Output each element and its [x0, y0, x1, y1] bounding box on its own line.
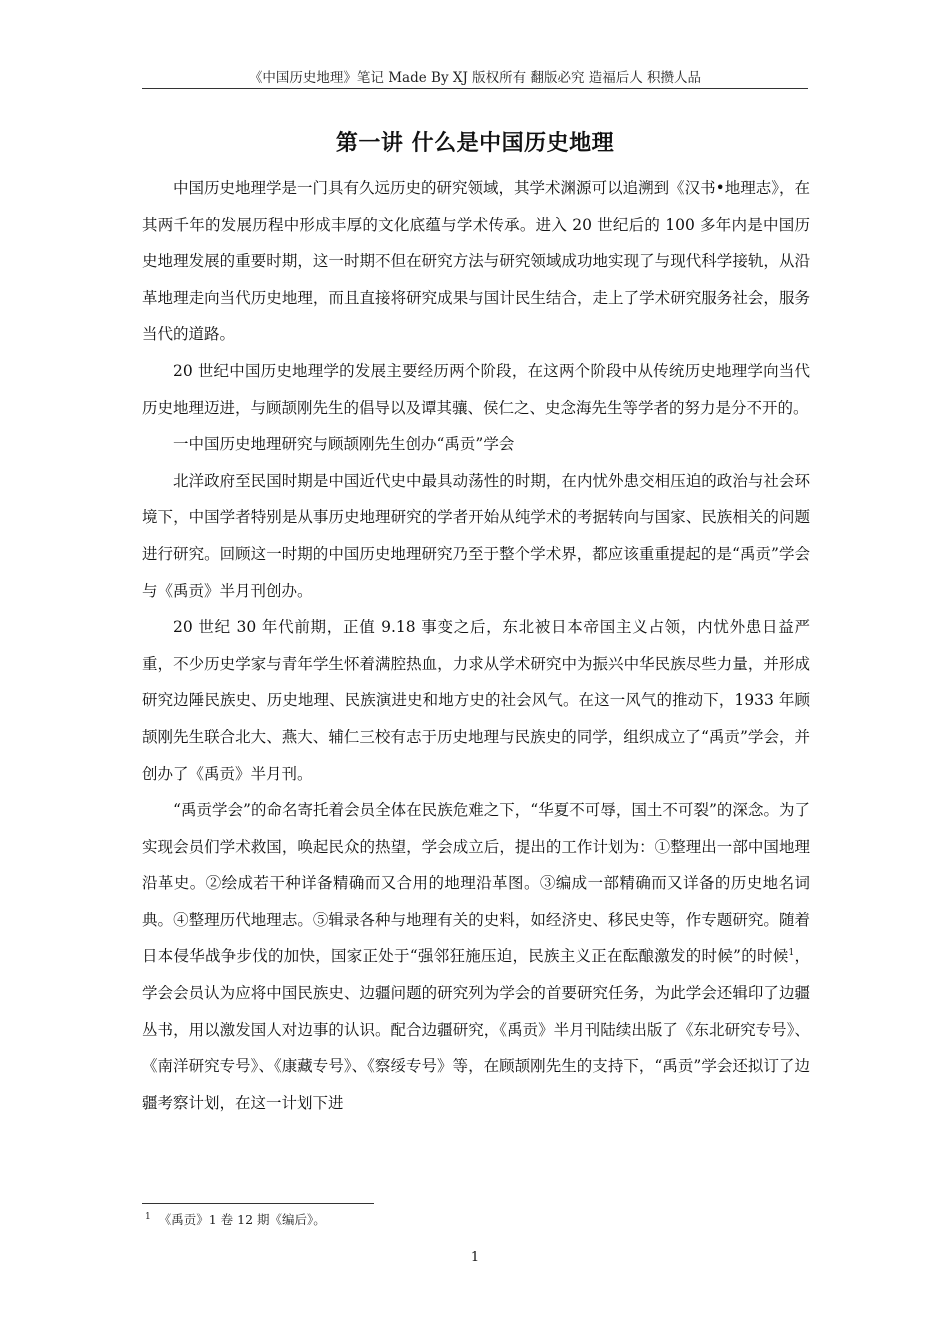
paragraph-text: “禹贡学会”的命名寄托着会员全体在民族危难之下，“华夏不可辱，国土不可裂”的深念。为了实现会员们学术救国，唤起民众的热望，学会成立后，提出的工作计划为：①整理出一部中国地理沿革史。②绘成若干种详备精确而又合用的地理沿革图。③编成一部精确而又详备的历史地名词典。④整理历代地理志。⑤辑录各种与地理有关的史料，如经济史、移民史等，作专题研究。随着日本侵华战争步伐的加快，国家正处于“强邻狂施压迫，民族主义正在酝酿激发的时候”的时候 [142, 801, 810, 966]
footnote-text: 《禹贡》1 卷 12 期《编后》。 [158, 1212, 326, 1227]
paragraph: 20 世纪中国历史地理学的发展主要经历两个阶段，在这两个阶段中从传统历史地理学向当代历史地理迈进，与顾颉刚先生的倡导以及谭其骧、侯仁之、史念海先生等学者的努力是分不开的。 [142, 361, 810, 417]
paragraph: 20 世纪 30 年代前期，正值 9.18 事变之后，东北被日本帝国主义占领，内忧外患日益严重，不少历史学家与青年学生怀着满腔热血，力求从学术研究中为振兴中华民族尽些力量，并形成研究边陲民族史、历史地理、民族演进史和地方史的社会风气。在这一风气的推动下，1933 年顾颉刚先生联合北大、燕大、辅仁三校有志于历史地理与民族史的同学，组织成立了“禹贡”学会，并创办了《禹贡》半月刊。 [142, 618, 810, 783]
page-number: 1 [470, 1250, 480, 1265]
paragraph: 北洋政府至民国时期是中国近代史中最具动荡性的时期，在内忧外患交相压迫的政治与社会环境下，中国学者特别是从事历史地理研究的学者开始从纯学术的考据转向与国家、民族相关的问题进行研究。回顾这一时期的中国历史地理研究乃至于整个学术界，都应该重重提起的是“禹贡”学会与《禹贡》半月刊创办。 [142, 471, 810, 600]
footnote-reference[interactable]: 1 [788, 948, 795, 959]
page-title: 第一讲 什么是中国历史地理 [335, 131, 615, 156]
footnote-divider [142, 1203, 374, 1204]
footnote [145, 1210, 326, 1228]
running-header: 《中国历史地理》笔记 Made By XJ 版权所有 翻版必究 造福后人 积攒人品 [248, 70, 702, 86]
paragraph [142, 792, 810, 1121]
section-heading: 一中国历史地理研究与顾颉刚先生创办“禹贡”学会 [173, 435, 515, 454]
paragraph: 中国历史地理学是一门具有久远历史的研究领域，其学术渊源可以追溯到《汉书•地理志》，在其两千年的发展历程中形成丰厚的文化底蕴与学术传承。进入 20 世纪后的 100 多年内是中国历史地理发展的重要时期，这一时期不但在研究方法与研究领域成功地实现了与现代科学接轨，从沿革地理走向当代历史地理，而且直接将研究成果与国计民生结合，走上了学术研究服务社会，服务当代的道路。 [142, 179, 810, 344]
paragraph-text: ，学会会员认为应将中国民族史、边疆问题的研究列为学会的首要研究任务，为此学会还辑印了边疆丛书，用以激发国人对边事的认识。配合边疆研究，《禹贡》半月刊陆续出版了《东北研究专号》、《南洋研究专号》、《康藏专号》、《察绥专号》等，在顾颉刚先生的支持下，“禹贡”学会还拟订了边疆考察计划，在这一计划下进 [142, 947, 810, 1112]
body-text [142, 170, 810, 1121]
header-divider [142, 88, 808, 89]
footnote-number: 1 [145, 1211, 151, 1222]
